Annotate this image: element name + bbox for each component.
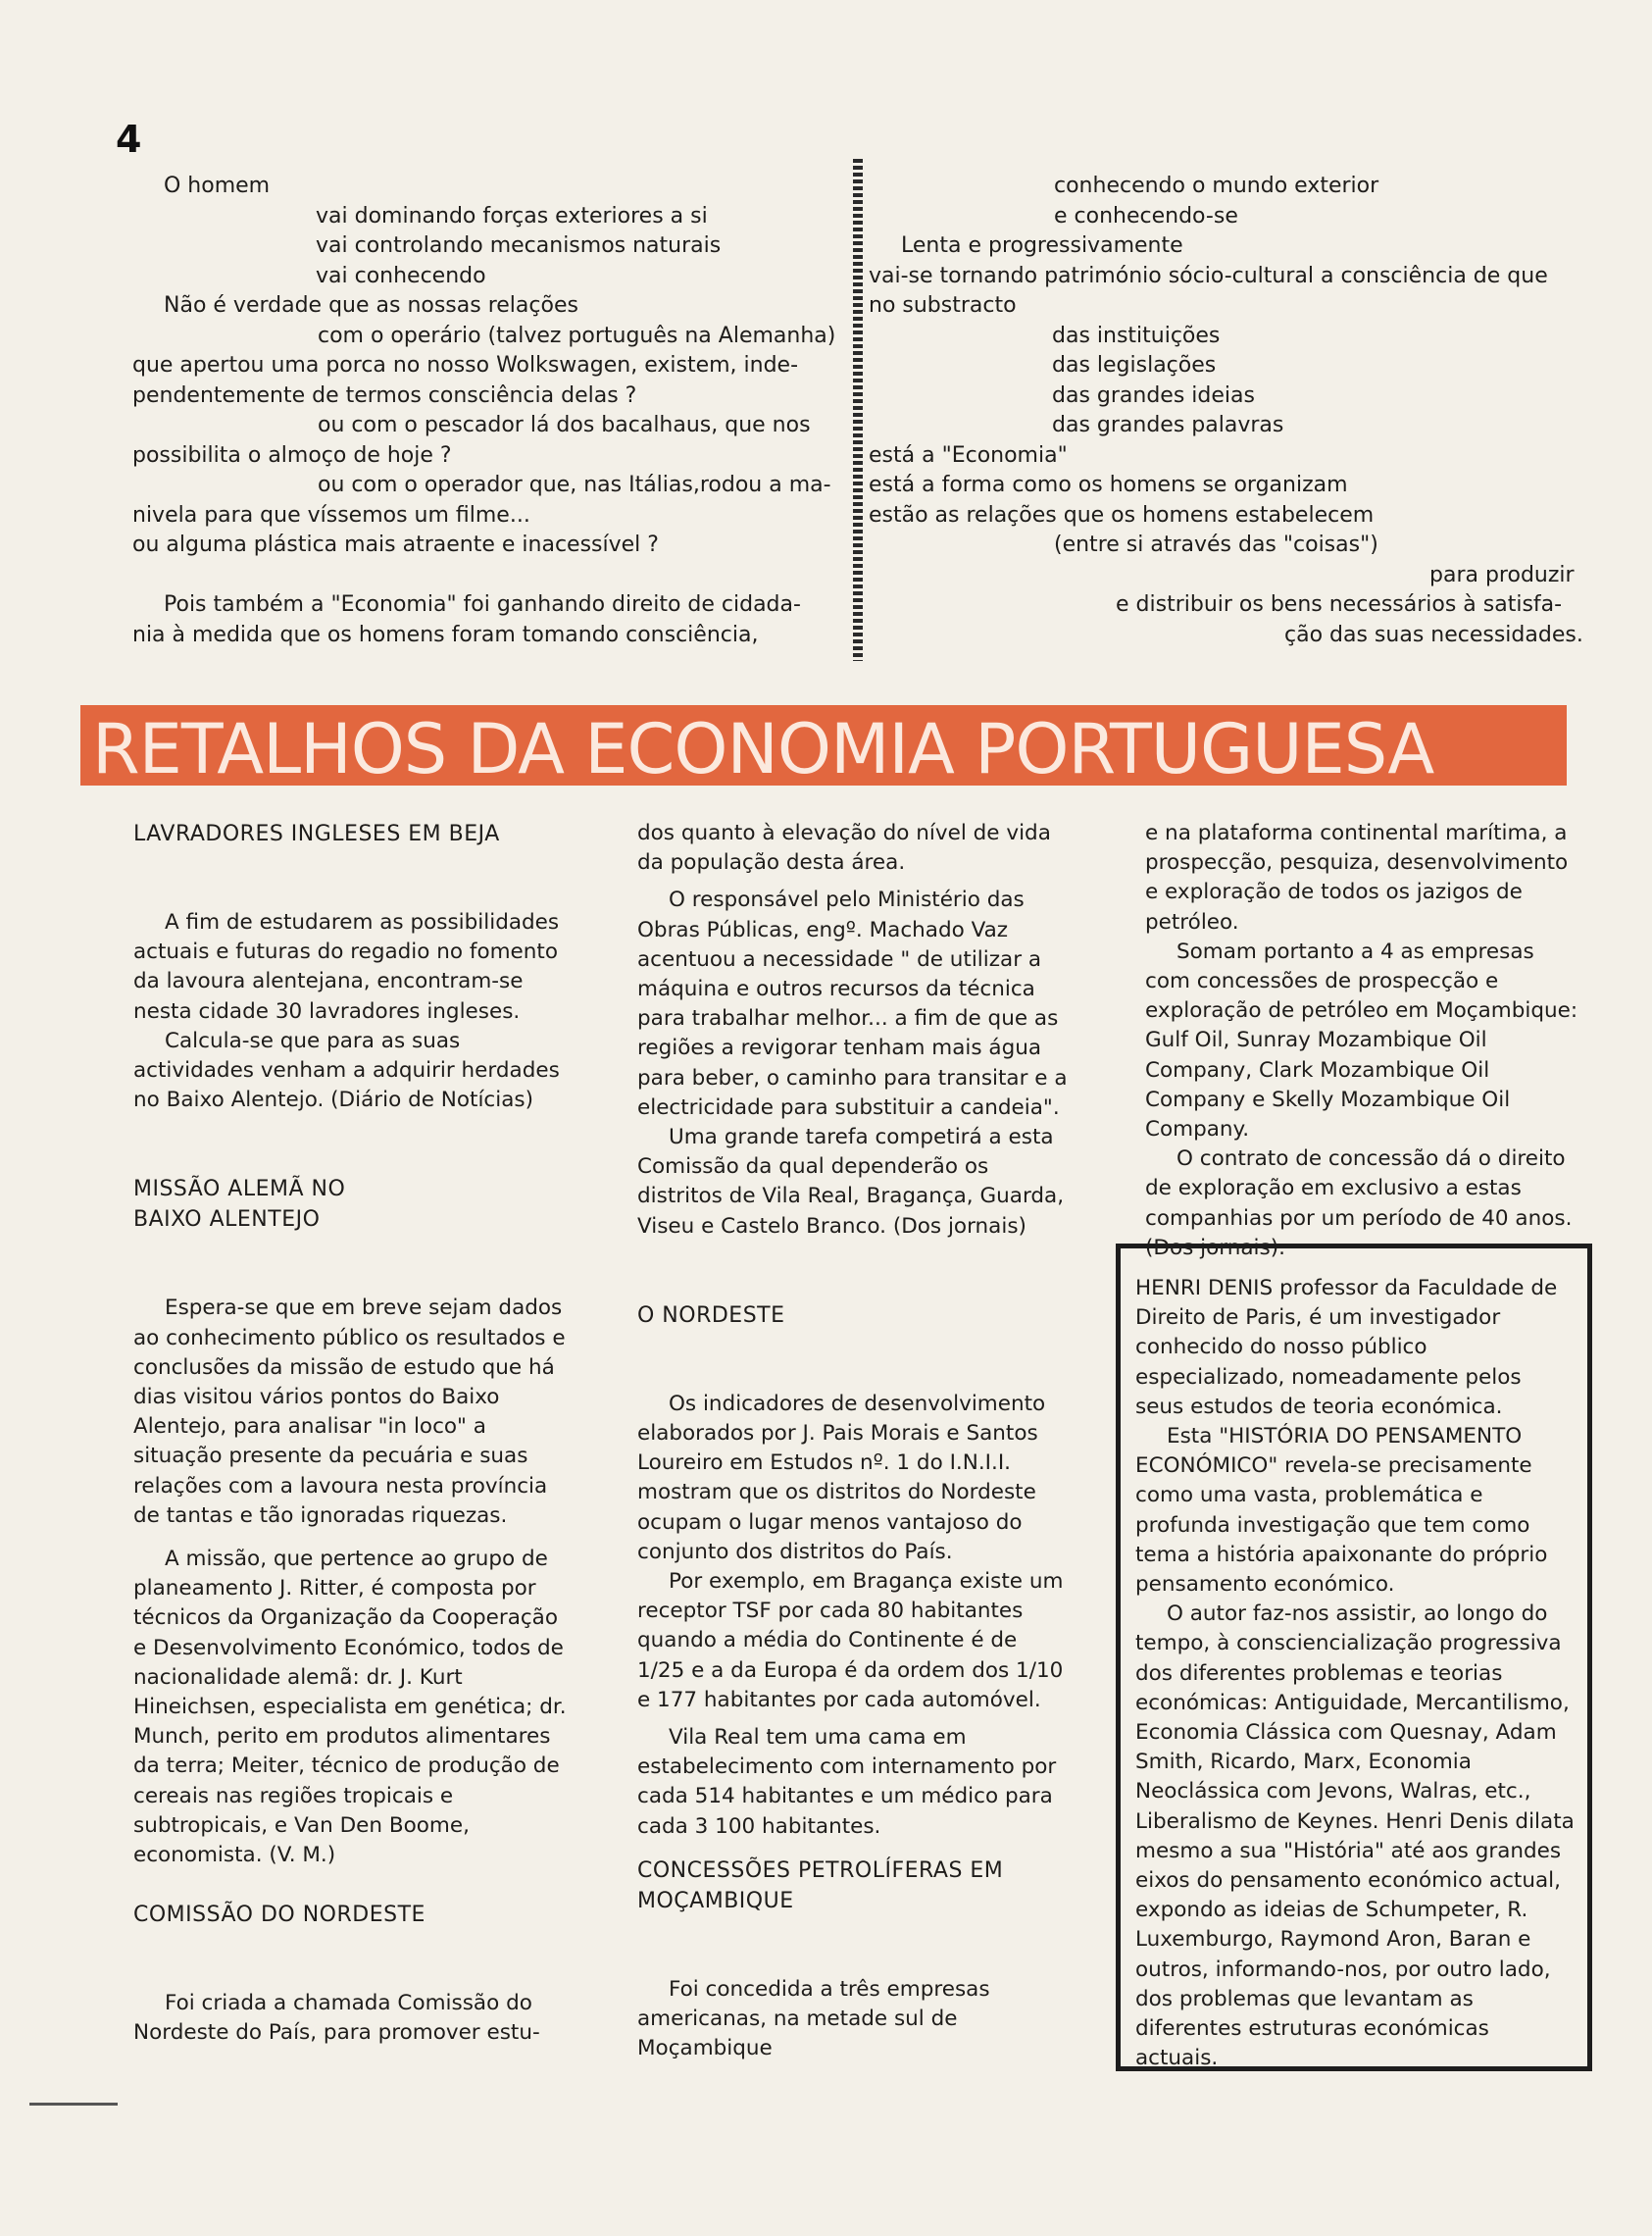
article-paragraph: Vila Real tem uma cama em estabelecimento com internamento por cada 514 habitantes e um médico para cada 3 100 habitantes. bbox=[637, 1725, 1057, 1839]
article-paragraph: A fim de estudarem as possibilidades actuais e futuras do regadio no fomento da lavoura alentejana, encontram-se nesta cidade 30 lavradores ingleses. bbox=[133, 910, 560, 1024]
article-paragraph: Foi concedida a três empresas americanas, na metade sul de Moçambique bbox=[637, 1976, 990, 2061]
poem-line: (entre si através das "coisas") bbox=[1054, 533, 1378, 557]
poem-line: pendentemente de termos consciência delas ? bbox=[132, 383, 637, 408]
poem-line: possibilita o almoço de hoje ? bbox=[132, 443, 452, 468]
article-paragraph: Foi criada a chamada Comissão do Nordeste do País, para promover estu- bbox=[133, 1991, 540, 2046]
article-heading: MISSÃO ALEMÃ NO bbox=[133, 1177, 346, 1202]
poem-line: que apertou uma porca no nosso Wolkswagen, existem, inde- bbox=[132, 353, 799, 378]
article-heading: CONCESSÕES PETROLÍFERAS EM bbox=[637, 1857, 1004, 1883]
poem-line: das grandes palavras bbox=[1052, 413, 1284, 437]
article-paragraph: O responsável pelo Ministério das Obras Públicas, engº. Machado Vaz acentuou a necessidade " de utilizar a máquina e outros recursos da técnica para trabalhar melhor... a fim de que as regiões a revigorar tenham mais água para beber, o caminho para transitar e a electricidade para substituir a candeia". bbox=[637, 888, 1068, 1120]
article-paragraph: Os indicadores de desenvolvimento elaborados por J. Pais Morais e Santos Loureiro em Estudos nº. 1 do I.N.I.I. mostram que os distritos do Nordeste ocupam o lugar menos vantajoso do conjunto dos distritos do País. bbox=[637, 1391, 1046, 1564]
poem-line: nia à medida que os homens foram tomando consciência, bbox=[132, 623, 759, 647]
column-1 bbox=[133, 819, 567, 2049]
dotted-divider bbox=[853, 159, 863, 661]
poem-line: conhecendo o mundo exterior bbox=[1054, 174, 1379, 198]
poem-line: O homem bbox=[164, 174, 271, 198]
article-paragraph: A missão, que pertence ao grupo de planeamento J. Ritter, é composta por técnicos da Organização da Cooperação e Desenvolvimento Económico, todos de nacionalidade alemã: dr. J. Kurt Hineichsen, especialista em genética; dr. Munch, perito em produtos alimentares da terra; Meiter, técnico de produção de cereais nas regiões tropicais e subtropicais, e Van Den Boome, economista. (V. M.) bbox=[133, 1547, 567, 1868]
article-heading: LAVRADORES INGLESES EM BEJA bbox=[133, 822, 500, 846]
page-number: 4 bbox=[116, 118, 142, 161]
poem-line: está a forma como os homens se organizam bbox=[869, 473, 1348, 497]
article-paragraph: Espera-se que em breve sejam dados ao conhecimento público os resultados e conclusões da missão de estudo que há dias visitou vários pontos do Baixo Alentejo, para analisar "in loco" a situação presente da pecuária e suas relações com a lavoura nesta província de tantas e tão ignoradas riquezas. bbox=[133, 1296, 566, 1528]
poem-line: vai dominando forças exteriores a si bbox=[316, 204, 708, 229]
poem-line: das grandes ideias bbox=[1052, 383, 1255, 408]
column-2 bbox=[637, 819, 1069, 2064]
poem-line: está a "Economia" bbox=[869, 443, 1068, 468]
article-paragraph: Somam portanto a 4 as empresas com concessões de prospecção e exploração de petróleo em Moçambique: Gulf Oil, Sunray Mozambique Oil Company, Clark Mozambique Oil Company e Skelly Mozambique Oil Company. bbox=[1145, 939, 1578, 1143]
poem-line: ou alguma plástica mais atraente e inacessível ? bbox=[132, 533, 659, 557]
article-heading: COMISSÃO DO NORDESTE bbox=[133, 1903, 426, 1928]
poem-line: ou com o operador que, nas Itálias,rodou a ma- bbox=[318, 473, 831, 497]
article-heading: MOÇAMBIQUE bbox=[637, 1888, 794, 1913]
poem-line: Pois também a "Economia" foi ganhando direito de cidada- bbox=[164, 592, 801, 617]
review-box-text bbox=[1135, 1274, 1575, 2073]
poem-line: vai conhecendo bbox=[316, 264, 486, 288]
poem-line: para produzir bbox=[1429, 563, 1575, 587]
poem-line: estão as relações que os homens estabelecem bbox=[869, 503, 1375, 528]
section-banner bbox=[80, 705, 1567, 786]
poem-line: nivela para que víssemos um filme... bbox=[132, 503, 530, 528]
poem-line: no substracto bbox=[869, 293, 1017, 318]
poem-line: ção das suas necessidades. bbox=[1284, 623, 1583, 647]
banner-title: RETALHOS DA ECONOMIA PORTUGUESA bbox=[92, 709, 1434, 786]
review-paragraph: HENRI DENIS professor da Faculdade de Direito de Paris, é um investigador conhecido do nosso público especializado, nomeadamente pelos seus estudos de teoria económica. bbox=[1135, 1276, 1558, 1419]
poem-line: Lenta e progressivamente bbox=[901, 233, 1183, 258]
article-heading: BAIXO ALENTEJO bbox=[133, 1207, 321, 1233]
article-paragraph: Por exemplo, em Bragança existe um receptor TSF por cada 80 habitantes quando a média do Continente é de 1/25 e a da Europa é da ordem dos 1/10 e 177 habitantes por cada automóvel. bbox=[637, 1569, 1064, 1712]
poem-line: das legislações bbox=[1052, 353, 1217, 378]
poem-line: com o operário (talvez português na Alemanha) bbox=[318, 324, 836, 348]
article-paragraph: Calcula-se que para as suas actividades venham a adquirir herdades no Baixo Alentejo. (Diário de Notícias) bbox=[133, 1028, 560, 1113]
poem-line: vai-se tornando património sócio-cultural a consciência de que bbox=[869, 264, 1548, 288]
review-paragraph: O autor faz-nos assistir, ao longo do tempo, à consciencialização progressiva dos diferentes problemas e teorias económicas: Antiguidade, Mercantilismo, Economia Clássica com Quesnay, Adam Smith, Ricardo, Marx, Economia Neoclássica com Jevons, Walras, etc., Liberalismo de Keynes. Henri Denis dilata mesmo a sua "História" até aos grandes eixos do pensamento económico actual, expondo as ideias de Schumpeter, R. Luxemburgo, Raymond Aron, Baran e outros, informando-nos, por outro lado, dos problemas que levantam as diferentes estruturas económicas actuais. bbox=[1135, 1601, 1575, 2071]
poem-line: e distribuir os bens necessários à satisfa- bbox=[1116, 592, 1563, 617]
article-paragraph: O contrato de concessão dá o direito de exploração em exclusivo a estas companhias por um período de 40 anos. (Dos jornais). bbox=[1145, 1146, 1573, 1260]
article-paragraph: e na plataforma continental marítima, a prospecção, pesquiza, desenvolvimento e exploração de todos os jazigos de petróleo. bbox=[1145, 821, 1569, 935]
poem-line: e conhecendo-se bbox=[1054, 204, 1238, 229]
poem-line: vai controlando mecanismos naturais bbox=[316, 233, 722, 258]
column-3 bbox=[1145, 819, 1578, 1263]
poem-line: das instituições bbox=[1052, 324, 1221, 348]
article-paragraph: Uma grande tarefa competirá a esta Comissão da qual dependerão os distritos de Vila Real, Bragança, Guarda, Viseu e Castelo Branco. (Dos jornais) bbox=[637, 1125, 1065, 1239]
article-paragraph: dos quanto à elevação do nível de vida da população desta área. bbox=[637, 821, 1051, 876]
review-paragraph: Esta "HISTÓRIA DO PENSAMENTO ECONÓMICO" revela-se precisamente como uma vasta, problemática e profunda investigação que tem como tema a história apaixonante do próprio pensamento económico. bbox=[1135, 1424, 1548, 1598]
corner-mark bbox=[29, 2103, 118, 2106]
poem-line: ou com o pescador lá dos bacalhaus, que nos bbox=[318, 413, 811, 437]
article-heading: O NORDESTE bbox=[637, 1302, 785, 1328]
poem-line: Não é verdade que as nossas relações bbox=[164, 293, 578, 318]
